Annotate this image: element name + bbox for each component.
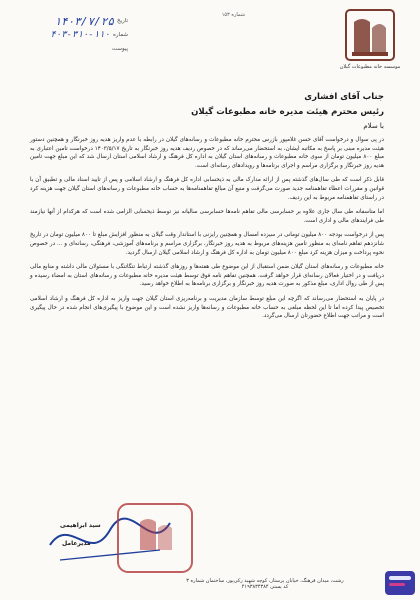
number-row (18, 28, 128, 42)
footer-address: رشت، میدان فرهنگ، خیابان پرستار، کوچه شهید زکی‌پور، ساختمان شماره ۳ (186, 578, 344, 584)
org-name: موسسه خانه مطبوعات گیلان (339, 64, 401, 70)
footer-postal: کد پستی ۴۱۹۳۸۳۴۳۸۴ (241, 584, 289, 590)
signer-name: سید ابراهیمی (60, 522, 101, 529)
attachment-row (18, 42, 128, 56)
body-paragraph: پس از درخواست بودجه ۸۰۰ میلیون تومانی در سیزده امسال و همچنین رایزنی با استاندار وقت گیلان به منظور افزایش مبلغ تا ۸۰۰ میلیون تومان در تاریخ شانزدهم تفاهم نامه‌ای به منظور تامین هزینه‌های مربوط به هدیه روز خبرنگار، برگزاری مراسم و برنامه‌های آموزشی، فرهنگی، رسانه‌ای و ... در خصوص نحوه پرداخت و میزان هزینه کرد مبلغ ۸۰۰ میلیون تومان به اداره کل فرهنگ و ارشاد اسلامی گیلان ارسال گردید. (30, 232, 384, 256)
footer (150, 578, 380, 590)
attachment-label: پیوست (111, 46, 128, 52)
letter-meta (18, 14, 128, 56)
body-paragraph: قابل ذکر است که طی سال‌های گذشته پس از ارائه مدارک مالی به ذیحسابی اداره کل فرهنگ و ارشاد اسلامی و پس از تایید اسناد مالی و تطبیق آن با قوانین و مقررات اعطاء تفاهمنامه جدید صورت می‌گرفت و منبع آن مبالغ تفاهمنامه‌ها به حساب خانه مطبوعات و رسانه‌های استان گیلان جهت هزینه کرد در راستای تفاهمنامه مربوط به این ردیف. (30, 177, 384, 201)
body-paragraph: در پایان به استحضار می‌رساند که اگرچه این مبلغ توسط سازمان مدیریت و برنامه‌ریزی استان گیلان جهت واریز به اداره کل فرهنگ و ارشاد اسلامی تخصیص پیدا کرده اما تا این لحظه مبلغی به حساب خانه مطبوعات و رسانه‌ها واریز نشده است و این موضوع با پیگیری‌های انجام شده در حال پیگیری است و مراتب جهت اطلاع حضورتان ارسال می‌گردد. (30, 295, 384, 320)
greeting: با سلام (363, 122, 384, 130)
body-paragraph: در پی سوال و درخواست آقای حسن غلامپور بازرس محترم خانه مطبوعات و رسانه‌های گیلان در رابطه با عدم واریز هدیه روز خبرنگار و همچنین دستور هیئت مدیره مبنی بر پاسخ به مکاتبه ایشان، به استحضار می‌رساند که در خصوص ردیف هدیه روز خبرنگار به تاریخ ۱۴۰۳/۵/۱۷ درخواست تامین اعتباری به مبلغ ۸۰۰ میلیون تومان از سوی خانه مطبوعات و رسانه‌های استان گیلان به اداره کل فرهنگ و ارشاد اسلامی استان ارسال شد که این مبلغ جهت تامین هدیه روز خبرنگار و برگزاری مراسم و اجرای برنامه‌ها و رویدادهای رسانه‌ای است. (30, 137, 384, 169)
body-paragraph: خانه مطبوعات و رسانه‌های استان گیلان ضمن استقبال از این موضوع طی هفته‌ها و روزهای گذشته ارتباط تنگاتنگی با مسئولان مالی داشته و منابع مالی دریافت و در اختیار فعالان رسانه‌ای قرار خواهد گرفت. همچنین تفاهم نامه فوق توسط هیئت مدیره خانه مطبوعات و رسانه‌های استان به امضاء رسیده و پس از طی روال اداری، مبلغ مذکور به صورت هدیه روز خبرنگار و برگزاری برنامه‌ها به اطلاع خواهد رسید. (30, 264, 384, 288)
body-paragraph: اما متاسفانه طی سال جاری علاوه بر حسابرسی مالی تفاهم نامه‌ها حسابرسی سالیانه نیز توسط ذیحسابی الزامی شده است که هرکدام از آنها نیازمند طی فرایندهای مالی و اداری است. (30, 209, 384, 224)
date-label: تاریخ (117, 18, 128, 24)
number-label: شماره (112, 32, 128, 38)
corner-logo (384, 570, 416, 596)
date-value: ۱۴۰۳/۷/۲۵ (54, 14, 115, 28)
date-row (18, 14, 128, 28)
header-center-text: شماره ۱۵۳ (221, 12, 245, 18)
letter-body (30, 136, 384, 327)
number-value: ۴۰۳-۳۱۰-۱۱۰ (50, 30, 110, 40)
addressee-title: رئیس محترم هیئت مدیره خانه مطبوعات گیلان (191, 107, 384, 117)
addressee-name: جناب آقای افشاری (304, 92, 384, 102)
official-stamp (110, 498, 200, 578)
signer-title: مدیرعامل (62, 540, 91, 547)
logo (342, 8, 398, 64)
